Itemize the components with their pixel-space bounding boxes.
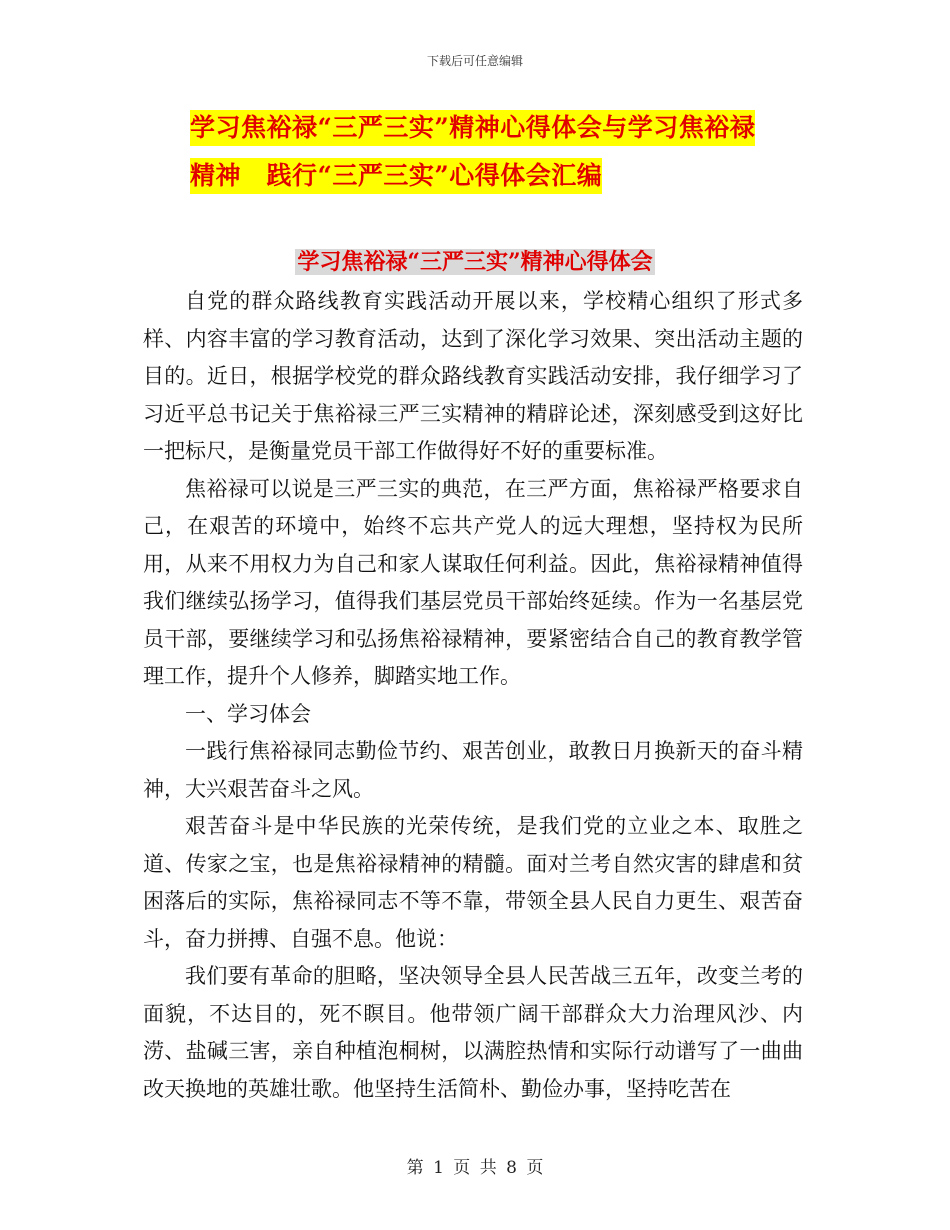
body-text [143,283,803,1108]
title-line-2: 精神 践行“三严三实”心得体会汇编 [190,158,602,194]
paragraph: 一践行焦裕禄同志勤俭节约、艰苦创业，敢教日月换新天的奋斗精神，大兴艰苦奋斗之风。 [143,739,803,801]
paragraph: 自党的群众路线教育实践活动开展以来，学校精心组织了形式多样、内容丰富的学习教育活动，达到了深化学习效果、突出活动主题的目的。近日，根据学校党的群众路线教育实践活动安排，我仔细学习了习近平总书记关于焦裕禄三严三实精神的精辟论述，深刻感受到这好比一把标尺，是衡量党员干部工作做得好不好的重要标准。 [143,289,803,463]
title-line-1: 学习焦裕禄“三严三实”精神心得体会与学习焦裕禄 [190,110,755,146]
paragraph: 焦裕禄可以说是三严三实的典范，在三严方面，焦裕禄严格要求自己，在艰苦的环境中，始终不忘共产党人的远大理想，坚持权为民所用，从来不用权力为自己和家人谋取任何利益。因此，焦裕禄精神值得我们继续弘扬学习，值得我们基层党员干部始终延续。作为一名基层党员干部，要继续学习和弘扬焦裕禄精神，要紧密结合自己的教育教学管理工作，提升个人修养，脚踏实地工作。 [143,476,803,688]
page-number: 第 1 页 共 8 页 [406,1158,544,1178]
section-subtitle [0,245,950,279]
subtitle-text: 学习焦裕禄“三严三实”精神心得体会 [297,249,653,275]
paragraph: 艰苦奋斗是中华民族的光荣传统，是我们党的立业之本、取胜之道、传家之宝，也是焦裕禄精神的精髓。面对兰考自然灾害的肆虐和贫困落后的实际，焦裕禄同志不等不靠，带领全县人民自力更生、艰苦奋斗，奋力拼搏、自强不息。他说： [143,814,803,951]
header-note: 下载后可任意编辑 [426,54,523,68]
section-heading: 一、学习体会 [185,701,311,726]
paragraph: 我们要有革命的胆略，坚决领导全县人民苦战三五年，改变兰考的面貌，不达目的，死不瞑目。他带领广阔干部群众大力治理风沙、内涝、盐碱三害，亲自种植泡桐树，以满腔热情和实际行动谱写了一曲曲改天换地的英雄壮歌。他坚持生活简朴、勤俭办事，坚持吃苦在 [143,964,803,1101]
